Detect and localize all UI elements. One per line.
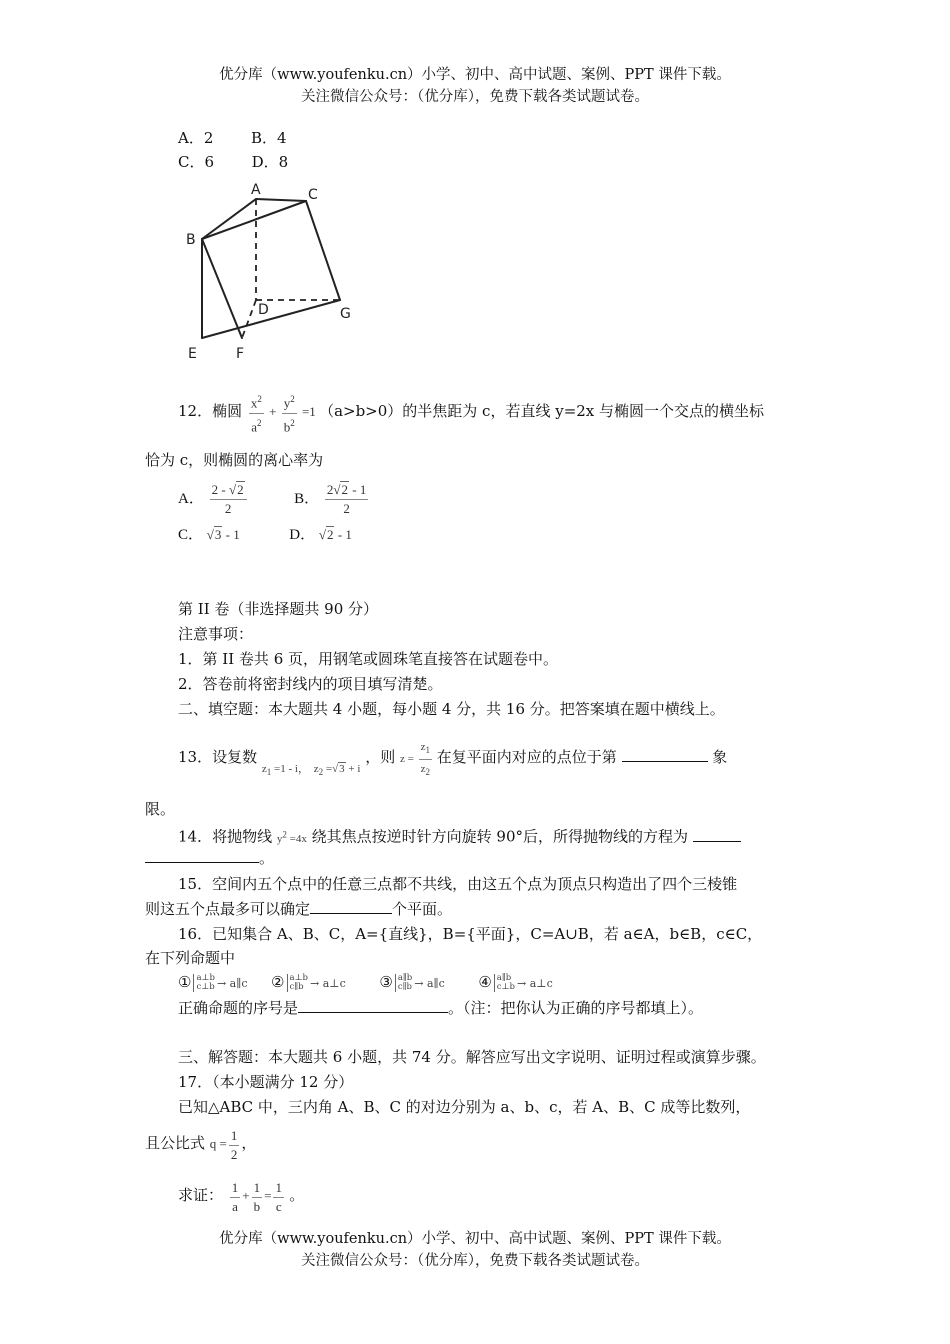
section-2-heading: 二、填空题：本大题共 4 小题，每小题 4 分，共 16 分。把答案填在题中横线上。 (178, 700, 725, 718)
header-line-1: 优分库（www.youfenku.cn）小学、初中、高中试题、案例、PPT 课件下载。 (219, 67, 731, 83)
q12-option-d-label: D． (289, 527, 316, 543)
part2-note-2: 2．答卷前将密封线内的项目填写清楚。 (178, 675, 443, 693)
q14-prefix: 14．将抛物线 (178, 827, 273, 846)
q11-option-a: A．2 (178, 129, 214, 147)
q17-title: 17．（本小题满分 12 分） (178, 1073, 354, 1091)
edge-EG (202, 300, 340, 338)
label-B: B (186, 232, 196, 248)
q14-text: 绕其焦点按逆时针方向旋转 90°后，所得抛物线的方程为 (311, 827, 688, 846)
q11-option-d: D．8 (251, 153, 289, 171)
q13-prefix: 13．设复数 (178, 748, 258, 767)
q14-line-2 (145, 847, 274, 869)
q15-suffix: 个平面。 (392, 900, 453, 918)
q16-answer-line (178, 997, 703, 1019)
edge-DF-hidden (242, 300, 256, 338)
q15-prefix: 则这五个点最多可以确定 (145, 900, 311, 918)
q16-prefix: 正确命题的序号是 (178, 999, 299, 1017)
q17-proof-label: 求证： (178, 1186, 224, 1204)
q12-options-row-1 (178, 478, 370, 520)
q16-propositions (178, 971, 553, 995)
q12-ellipse-equation: $\frac{x^2}{a^2}$ + $\frac{y^2}{b^2}$ =1 (247, 404, 319, 419)
part2-note-1: 1．第 II 卷共 6 页，用钢笔或圆珠笔直接答在试题卷中。 (178, 650, 559, 668)
q13-then: ，则 (365, 748, 396, 767)
q17-line-2: 且公比式 q = $\frac{1}{2}$ ， (145, 1127, 257, 1162)
q16-proposition-2: ② a⊥b c∥b → a⊥c (271, 973, 346, 992)
q12-option-a-value: $\frac{2 - √2}{2}$ (210, 481, 247, 518)
q12-line-1 (178, 386, 764, 437)
q17-prefix: 且公比式 (145, 1134, 206, 1152)
q13-line-2: 限。 (145, 800, 176, 818)
q16-proposition-3: ③ a∥b c∥b → a∥c (379, 973, 445, 992)
q16-proposition-1: ① a⊥b c⊥b → a∥c (178, 973, 248, 992)
q17-identity: $\frac{1}{a}$ + $\frac{1}{b}$ = $\frac{1}{c}$ (231, 1179, 282, 1214)
q12-options-row-2 (178, 524, 352, 546)
q12-number: 12．椭圆 (178, 402, 243, 420)
q11-options-row-2 (178, 151, 288, 173)
edge-BA (202, 199, 256, 239)
q13-z2: z2 =√3 + i (313, 763, 361, 778)
edge-BF (202, 239, 242, 338)
q13-z1: z1 =1 - i， (261, 763, 309, 778)
q14-answer-blank-2[interactable] (145, 848, 259, 863)
q13-tail: 象 (712, 748, 728, 767)
q13-quotient: z = $\frac{z_1}{z_2}$ (400, 753, 437, 765)
q14-parabola: $y^2 =4x$ (276, 829, 307, 845)
q13-line-1 (178, 738, 727, 781)
q17-proof-line: 求证： $\frac{1}{a}$ + $\frac{1}{b}$ = $\frac{1}{c}$ 。 (178, 1179, 305, 1214)
header-line-2: 关注微信公众号：（优分库），免费下载各类试题试卷。 (301, 89, 649, 105)
q16-proposition-4: ④ a∥b c⊥b → a⊥c (478, 973, 553, 992)
q12-condition: （a>b>0）的半焦距为 c，若直线 y=2x 与椭圆一个交点的横坐标 (319, 402, 765, 420)
page-footer (0, 1228, 950, 1272)
q14-answer-blank-1[interactable] (693, 827, 741, 842)
q12-option-b-value: $\frac{2√2 - 1}{2}$ (326, 482, 367, 517)
q12-option-d-value: √2 - 1 (318, 527, 352, 542)
q17-line-1: 已知△ABC 中，三内角 A、B、C 的对边分别为 a、b、c，若 A、B、C 成等比数列， (178, 1098, 751, 1116)
q16-line-1: 16．已知集合 A、B、C，A={直线}，B={平面}，C=A∪B，若 a∈A，b∈B，c∈C， (178, 925, 763, 943)
q17-ratio: q = $\frac{1}{2}$ (209, 1127, 238, 1162)
q14-end: 。 (259, 849, 275, 867)
q15-line-2 (145, 898, 452, 920)
q12-option-b-label: B． (294, 491, 320, 507)
label-E: E (188, 346, 197, 362)
q14-line-1 (178, 823, 741, 850)
q12-option-c-value: √3 - 1 (206, 527, 240, 542)
q12-option-c-label: C． (178, 527, 204, 543)
q16-answer-blank[interactable] (298, 998, 448, 1013)
q13-answer-blank[interactable] (622, 747, 708, 762)
q15-answer-blank[interactable] (310, 899, 392, 914)
q12-option-a-label: A． (178, 491, 204, 507)
label-C: C (308, 187, 318, 203)
q11-options-row-1 (178, 127, 287, 149)
footer-line-2: 关注微信公众号：（优分库），免费下载各类试题试卷。 (301, 1253, 649, 1269)
section-3-heading: 三、解答题：本大题共 6 小题，共 74 分。解答应写出文字说明、证明过程或演算步骤。 (178, 1048, 766, 1066)
q13-text: 在复平面内对应的点位于第 (436, 748, 617, 767)
part2-title: 第 II 卷（非选择题共 90 分） (178, 600, 379, 618)
page-header (0, 64, 950, 108)
label-A: A (251, 182, 261, 198)
footer-line-1: 优分库（www.youfenku.cn）小学、初中、高中试题、案例、PPT 课件下载。 (219, 1231, 731, 1247)
edge-CG (306, 201, 340, 300)
edge-BC (202, 201, 306, 239)
label-D: D (258, 302, 269, 318)
q12-line-2: 恰为 c，则椭圆的离心率为 (145, 451, 324, 469)
label-F: F (236, 346, 245, 362)
label-G: G (340, 306, 351, 322)
q11-option-c: C．6 (178, 153, 215, 171)
q15-line-1: 15．空间内五个点中的任意三点都不共线，由这五个点为顶点只构造出了四个三棱锥 (178, 875, 738, 893)
q11-prism-figure (180, 176, 360, 366)
q16-line-2: 在下列命题中 (145, 949, 236, 967)
q11-option-b: B．4 (250, 129, 287, 147)
q16-suffix: 。（注：把你认为正确的序号都填上）。 (448, 999, 704, 1017)
part2-notice: 注意事项： (178, 625, 254, 643)
edge-AC (256, 199, 306, 201)
